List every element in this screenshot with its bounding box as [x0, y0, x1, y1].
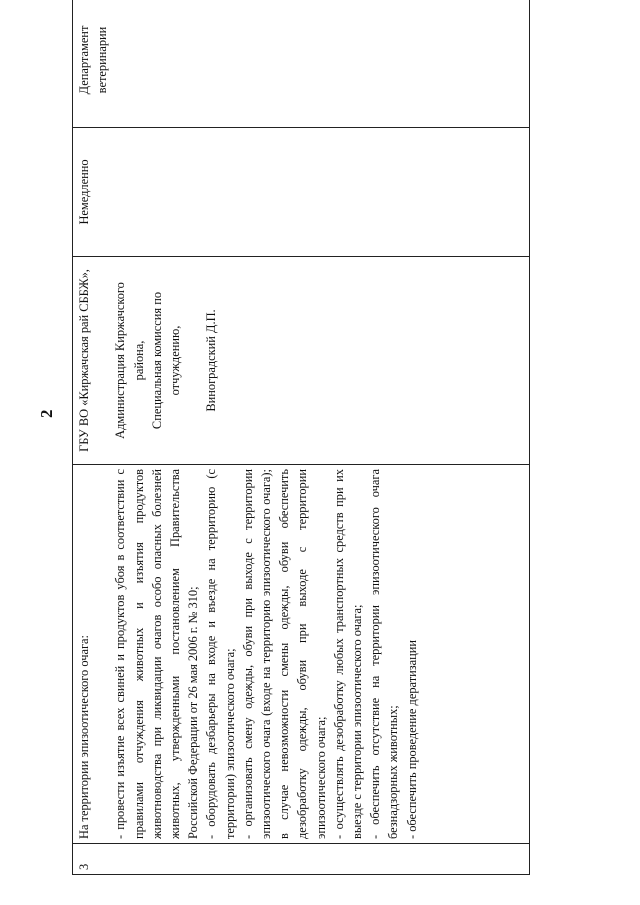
row-number-cell: 3 [73, 844, 530, 875]
measure-item: - оборудовать дезбарьеры на входе и въезде на территорию (с территории) эпизоотического очага; [204, 469, 237, 839]
measure-item: - осуществлять дезобработку любых транспортных средств при их выезде с территории эпизоотического очага; [331, 469, 365, 839]
measure-item: - организовать смену одежды, обуви при выходе с территории эпизоотического очага (входе на территорию эпизоотического очага); в случае невозможности смены одежды, обуви обеспечить дезобработку одежды, обуви при выходе с территории эпизоотического очага; [240, 469, 328, 839]
page-number: 2 [37, 409, 56, 418]
responsible-item: ГБУ ВО «Киржачская рай СББЖ», [77, 269, 91, 452]
spacer [184, 261, 202, 460]
measure-item: - обеспечить проведение дератизации [404, 639, 419, 839]
measure-item: - обеспечить отсутствие на территории эпизоотического очага безнадзорных животных; [368, 469, 401, 839]
responsible-item: Виноградский Д.П. [204, 309, 219, 412]
table-row [73, 0, 530, 875]
spacer [93, 261, 111, 460]
responsible-item: Специальная комиссия по отчуждению, [149, 291, 182, 430]
control-cell: Департамент ветеринарии [73, 0, 530, 128]
responsible-cell [73, 257, 530, 465]
spacer [93, 469, 111, 839]
deadline-cell: Немедленно [73, 128, 530, 257]
measure-item: - провести изъятие всех свиней и продуктов убоя в соответствии с правилами отчуждения животных и изъятия продуктов животноводства при ликвидации очагов особо опасных болезней животных, утвержденными постановлением Правительства Российской Федерации от 26 мая 2006 г. № 310; [113, 469, 201, 839]
responsible-item: Администрация Киржачского района, [113, 282, 146, 439]
measures-heading: На территории эпизоотического очага: [77, 635, 91, 839]
measures-cell [73, 465, 530, 844]
measures-table [72, 0, 530, 875]
